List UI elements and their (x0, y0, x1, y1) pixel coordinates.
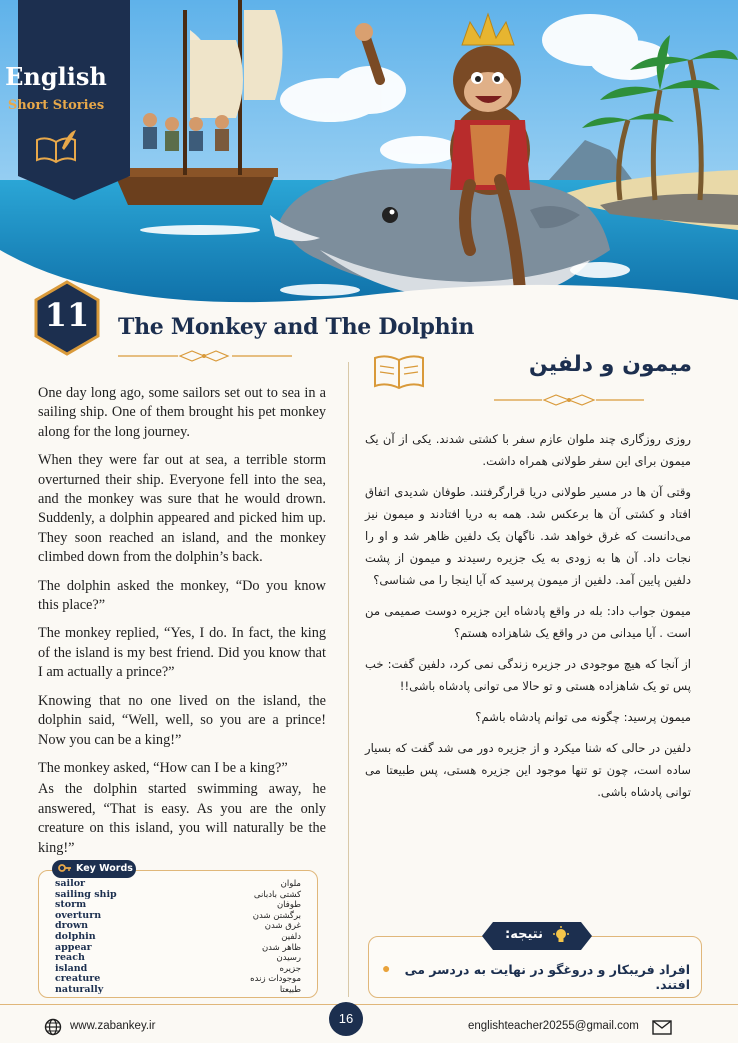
title-ornament-divider (118, 350, 292, 362)
key-word-english: appear (55, 941, 92, 953)
lightbulb-icon (552, 926, 570, 946)
key-word-persian: ملوان (280, 879, 301, 889)
key-word-row (55, 890, 301, 901)
key-word-english: sailing ship (55, 888, 117, 900)
persian-paragraph: میمون پرسید: چگونه می توانم پادشاه باشم؟ (475, 710, 691, 724)
key-word-persian: برگشتن شدن (252, 910, 301, 921)
key-word-english: naturally (55, 983, 104, 995)
key-word-row (55, 943, 301, 954)
mail-icon (652, 1020, 672, 1035)
english-paragraph: The monkey replied, “Yes, I do. In fact, the king of the island is my best friend. Did you know that I am actually a prince?” (38, 625, 326, 681)
key-word-english: reach (55, 952, 85, 964)
globe-icon (44, 1018, 62, 1036)
key-word-row (55, 932, 301, 943)
key-word-english: storm (55, 899, 87, 911)
key-words-list (55, 879, 301, 996)
brand-subtitle: Short Stories (7, 98, 105, 113)
persian-paragraph: از آنجا که هیچ موجودی در جزیره زندگی نمی کرد، دلفین گفت: خب پس تو یک شاهزاده هستی و تو حالا می توانی پادشاه باشی!! (365, 657, 691, 693)
english-paragraph: One day long ago, some sailors set out to sea in a sailing ship. One of them brought his pet monkey along for the long journey. (38, 385, 326, 440)
persian-paragraph: میمون جواب داد: بله در واقع پادشاه این جزیره دوست صمیمی من است . آیا میدانی من در واقع یک شاهزاده هستم؟ (365, 604, 691, 640)
key-word-persian: جزیره (279, 963, 301, 974)
persian-story-text (365, 428, 691, 812)
persian-paragraph: دلفین در حالی که شنا میکرد و از جزیره دور می شد گفت که بسیار ساده است، چون تو تنها موجود این جزیره هستی، پس طبیعتا می توانی پادشاه باشی. (365, 741, 691, 799)
english-paragraph: The monkey asked, “How can I be a king?” (38, 759, 288, 776)
key-word-english: dolphin (55, 930, 96, 942)
persian-paragraph: وقتی آن ها در مسیر طولانی دریا قرارگرفتند. طوفان شدیدی اتفاق افتاد و کشتی آن ها برعکس شد. همه به دریا افتادند و میمون نیز می‌دانست که غرق خواهد شد. ناگهان یک دلفین ظاهر شد و او را نجات داد. آن ها به زودی به یک جزیره رسیدند و میمون از پشت دلفین پایین آمد. دلفین از میمون پرسید که آیا اینجا را می شناسی؟ (365, 485, 691, 587)
key-word-persian: کشتی بادبانی (253, 889, 301, 900)
column-divider (348, 362, 349, 997)
key-word-english: island (55, 962, 88, 974)
key-word-english: sailor (55, 878, 86, 889)
page-number: 16 (329, 1002, 363, 1036)
brand-title: English (5, 62, 107, 91)
key-word-persian: غرق شدن (264, 921, 301, 932)
english-paragraph: Knowing that no one lived on the island, the dolphin said, “Well, well, so you are a prince! Now you can be a king!” (38, 692, 326, 748)
key-words-label: Key Words (52, 860, 136, 878)
key-word-english: overturn (55, 909, 102, 921)
english-paragraph: When they were far out at sea, a terrible storm overturned their ship. Everyone fell into the sea, and the monkey was sure that he would drown. Suddenly, a dolphin appeared and picked him up. They soon reached an island, and the monkey climbed down from the dolphin’s back. (38, 452, 326, 566)
book-quill-icon (34, 128, 78, 164)
key-word-persian: دلفین (281, 931, 301, 942)
story-title-persian: میمون و دلفین (528, 352, 692, 377)
key-icon (58, 862, 72, 874)
english-paragraph: The dolphin asked the monkey, “Do you know this place?” (38, 577, 326, 614)
email-link[interactable]: englishteacher20255@gmail.com (468, 1020, 639, 1032)
key-word-persian: ظاهر شدن (261, 942, 301, 953)
website-link[interactable]: www.zabankey.ir (70, 1020, 156, 1032)
key-word-row (55, 911, 301, 922)
footer-divider (0, 1004, 738, 1005)
key-word-row (55, 879, 301, 890)
persian-title-ornament (494, 394, 644, 406)
story-number: 11 (44, 296, 90, 334)
story-title-english: The Monkey and The Dolphin (118, 314, 475, 340)
moral-label: نتیجه: (505, 927, 543, 942)
key-word-english: drown (55, 920, 89, 932)
english-paragraph: As the dolphin started swimming away, he answered, “That is easy. As you are the only creature on this island, you will naturally be the king!” (38, 781, 326, 856)
english-story-text (38, 384, 326, 867)
ok-hand-icon: ● (382, 962, 391, 977)
key-word-persian: رسیدن (276, 953, 301, 964)
key-word-row (55, 985, 301, 996)
key-word-persian: طوفان (276, 900, 301, 911)
persian-paragraph: روزی روزگاری چند ملوان عازم سفر با کشتی شدند. یکی از آن یک میمون برای این سفر طولانی همراه داشت. (365, 432, 691, 468)
key-word-row (55, 953, 301, 964)
key-word-persian: موجودات زنده (250, 974, 301, 985)
moral-text: افراد فریبکار و دروغگو در نهایت به دردسر می افتند. (404, 962, 690, 992)
key-word-english: creature (55, 973, 101, 985)
open-book-icon (372, 350, 426, 390)
key-word-persian: طبیعتا (279, 984, 301, 995)
